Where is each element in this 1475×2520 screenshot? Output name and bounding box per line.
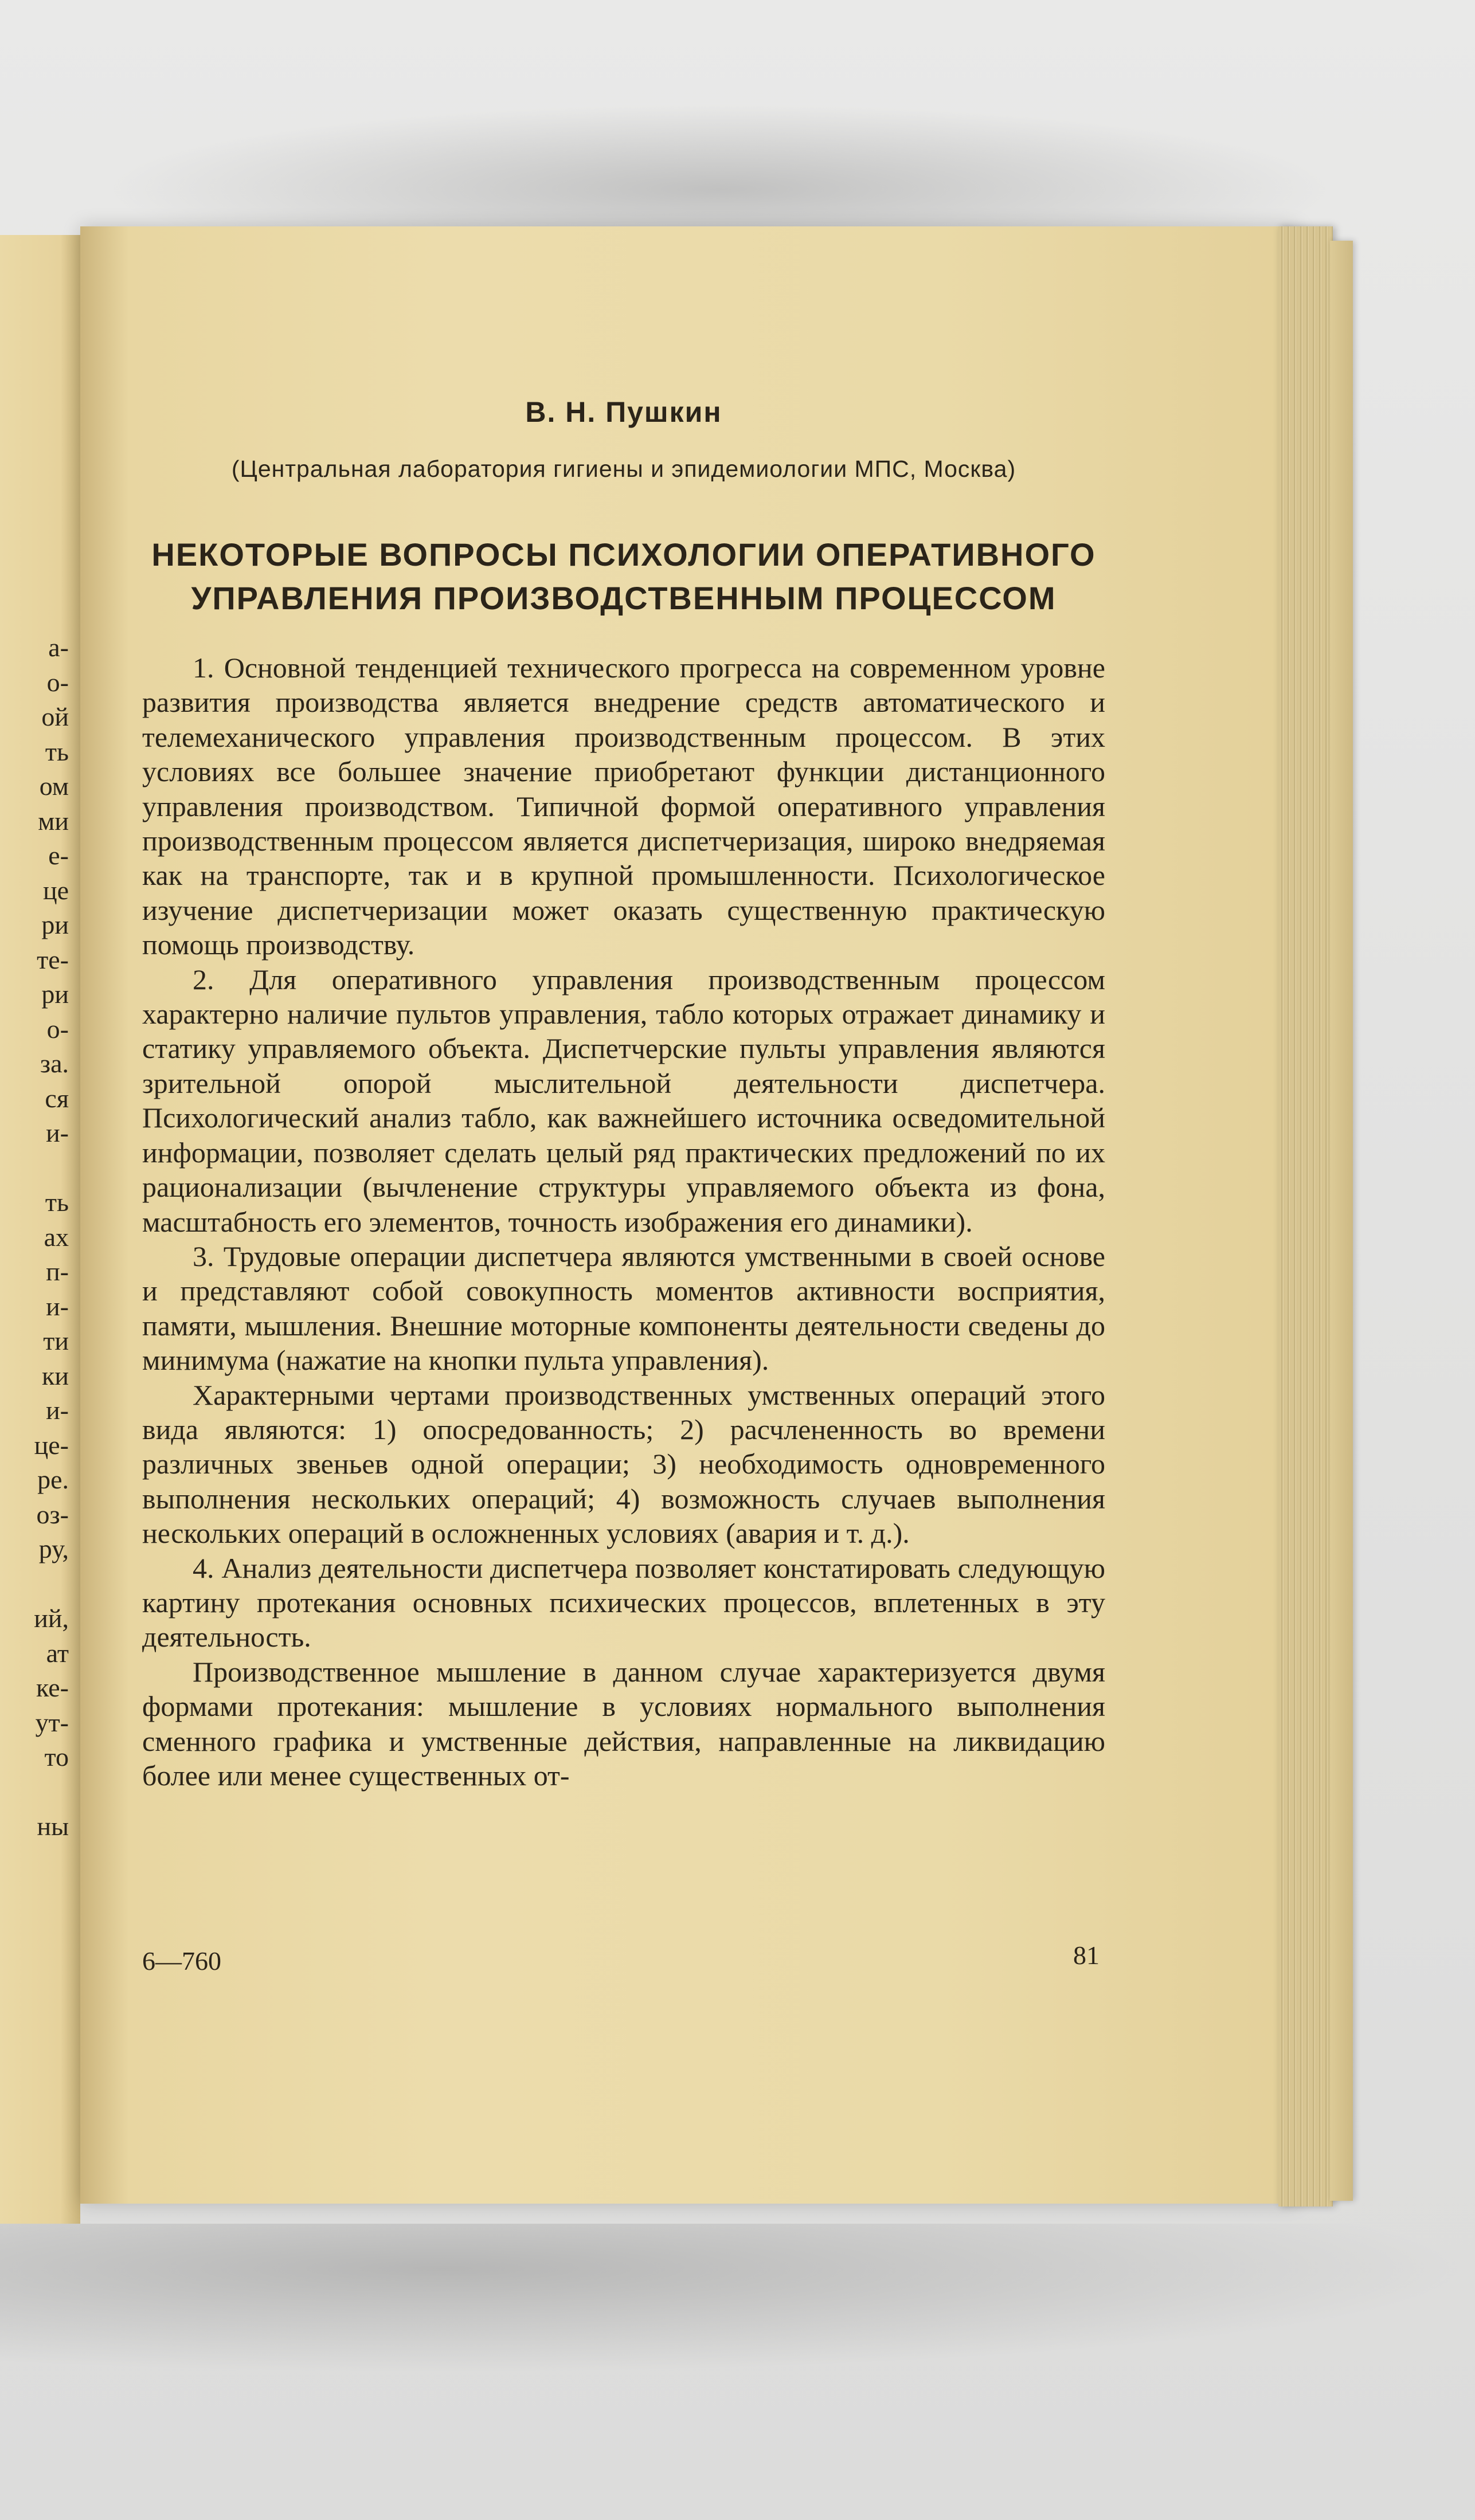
paragraph-5: 4. Анализ деятельности диспетчера позволяет констатировать следующую картину протекания основных психических процессов, вплетенных в эту деятельность. (142, 1551, 1105, 1653)
paragraph-4: Характерными чертами производственных умственных операций этого вида являются: 1) опосредованность; 2) расчлененность во времени различных звеньев одной операции; 3) необходимость одновременного выполнения нескольких операций; 4) возможность случаев выполнения нескольких операций в осложненных условиях (авария и т. д.). (142, 1378, 1105, 1550)
left-page-fragment: о- (46, 667, 69, 697)
left-page-fragment: ах (44, 1222, 69, 1252)
left-page-fragment: ом (39, 771, 69, 801)
left-page-fragment: ки (42, 1361, 69, 1390)
author-name: В. Н. Пушкин (525, 396, 722, 428)
left-page-fragment: ат (46, 1638, 69, 1668)
left-page-fragment: це (42, 875, 69, 905)
paragraph-6: Производственное мышление в данном случае характеризуется двумя формами протекания: мышление в условиях нормального выполнения сменного графика и умственные действия, направленные на ликвидацию более или менее существенных от- (142, 1655, 1105, 1792)
left-page-fragment: и- (46, 1396, 69, 1425)
left-page-fragment: ть (45, 1188, 69, 1217)
article-title (142, 533, 1105, 620)
left-page-fragment: то (44, 1742, 69, 1772)
paragraph-3: 3. Трудовые операции диспетчера являются умственными в своей основе и представляют собой совокупность моментов активности восприятия, памяти, мышления. Внешние моторные компоненты деятельности сведены до минимума (нажатие на кнопки пульта управления). (142, 1240, 1105, 1377)
left-page (0, 235, 80, 2224)
left-page-fragment: ий, (34, 1604, 69, 1633)
left-page-fragment: те- (37, 944, 69, 974)
left-page-text-fragments (0, 630, 69, 1844)
left-page-fragment: ру, (38, 1534, 69, 1563)
left-page-fragment: ри (41, 910, 69, 939)
article-body (142, 650, 1105, 1793)
left-page-fragment: ть (45, 736, 69, 766)
left-page-fragment: ти (43, 1326, 69, 1355)
left-page-fragment: ми (38, 806, 69, 836)
left-page-fragment: ке- (36, 1673, 69, 1702)
left-page-fragment: ри (41, 979, 69, 1009)
paragraph-1: 1. Основной тенденцией технического прогресса на современном уровне развития производства является внедрение средств автоматического и телемеханического управления производственным процессом. В этих условиях все большее значение приобретают функции дистанционного управления производством. Типичной формой оперативного управления производственным процессом является диспетчеризация, широко внедряемая как на транспорте, так и в крупной промышленности. Психологическое изучение диспетчеризации может оказать существенную практическую помощь производству. (142, 652, 1105, 961)
left-page-fragment: и- (46, 1291, 69, 1321)
left-page-fragment: п- (46, 1257, 69, 1286)
page-edges (1278, 226, 1333, 2207)
shadow-bottom (0, 2224, 1475, 2373)
left-page-fragment: а- (48, 633, 69, 662)
page-number: 81 (1073, 1941, 1100, 1970)
author-affiliation: (Центральная лаборатория гигиены и эпидемиологии МПС, Москва) (231, 456, 1016, 482)
title-line-2: УПРАВЛЕНИЯ ПРОИЗВОДСТВЕННЫМ ПРОЦЕССОМ (191, 580, 1057, 616)
title-line-1: НЕКОТОРЫЕ ВОПРОСЫ ПСИХОЛОГИИ ОПЕРАТИВНОГО (151, 536, 1096, 573)
left-page-fragment: ут- (35, 1707, 69, 1737)
left-page-fragment: и- (46, 1118, 69, 1147)
left-page-fragment (0, 1151, 69, 1186)
page-edge-outer (1330, 241, 1353, 2201)
left-page-fragment: за. (40, 1049, 69, 1078)
paragraph-2: 2. Для оперативного управления производственным процессом характерно наличие пультов управления, табло которых отражает динамику и статику управляемого объекта. Диспетчерские пульты управления являются зрительной опорой мыслительной деятельности диспетчера. Психологический анализ табло, как важнейшего источника осведомительной информации, позволяет сделать целый ряд практических предложений по их рационализации (вычленение структуры управляемого объекта из фона, масштабность его элементов, точность изображения его динамики). (142, 963, 1105, 1238)
left-page-fragment: ре. (37, 1465, 69, 1494)
left-page-fragment: це- (34, 1430, 69, 1460)
left-page-fragment: оз- (36, 1499, 69, 1529)
left-page-fragment: ны (37, 1812, 69, 1841)
signature-mark: 6—760 (142, 1946, 221, 1976)
left-page-fragment (0, 1775, 69, 1810)
left-page-fragment (0, 1567, 69, 1602)
left-page-fragment: о- (46, 1014, 69, 1044)
left-page-fragment: е- (48, 841, 69, 870)
left-page-fragment: ся (45, 1083, 69, 1113)
left-page-fragment: ой (41, 702, 69, 731)
